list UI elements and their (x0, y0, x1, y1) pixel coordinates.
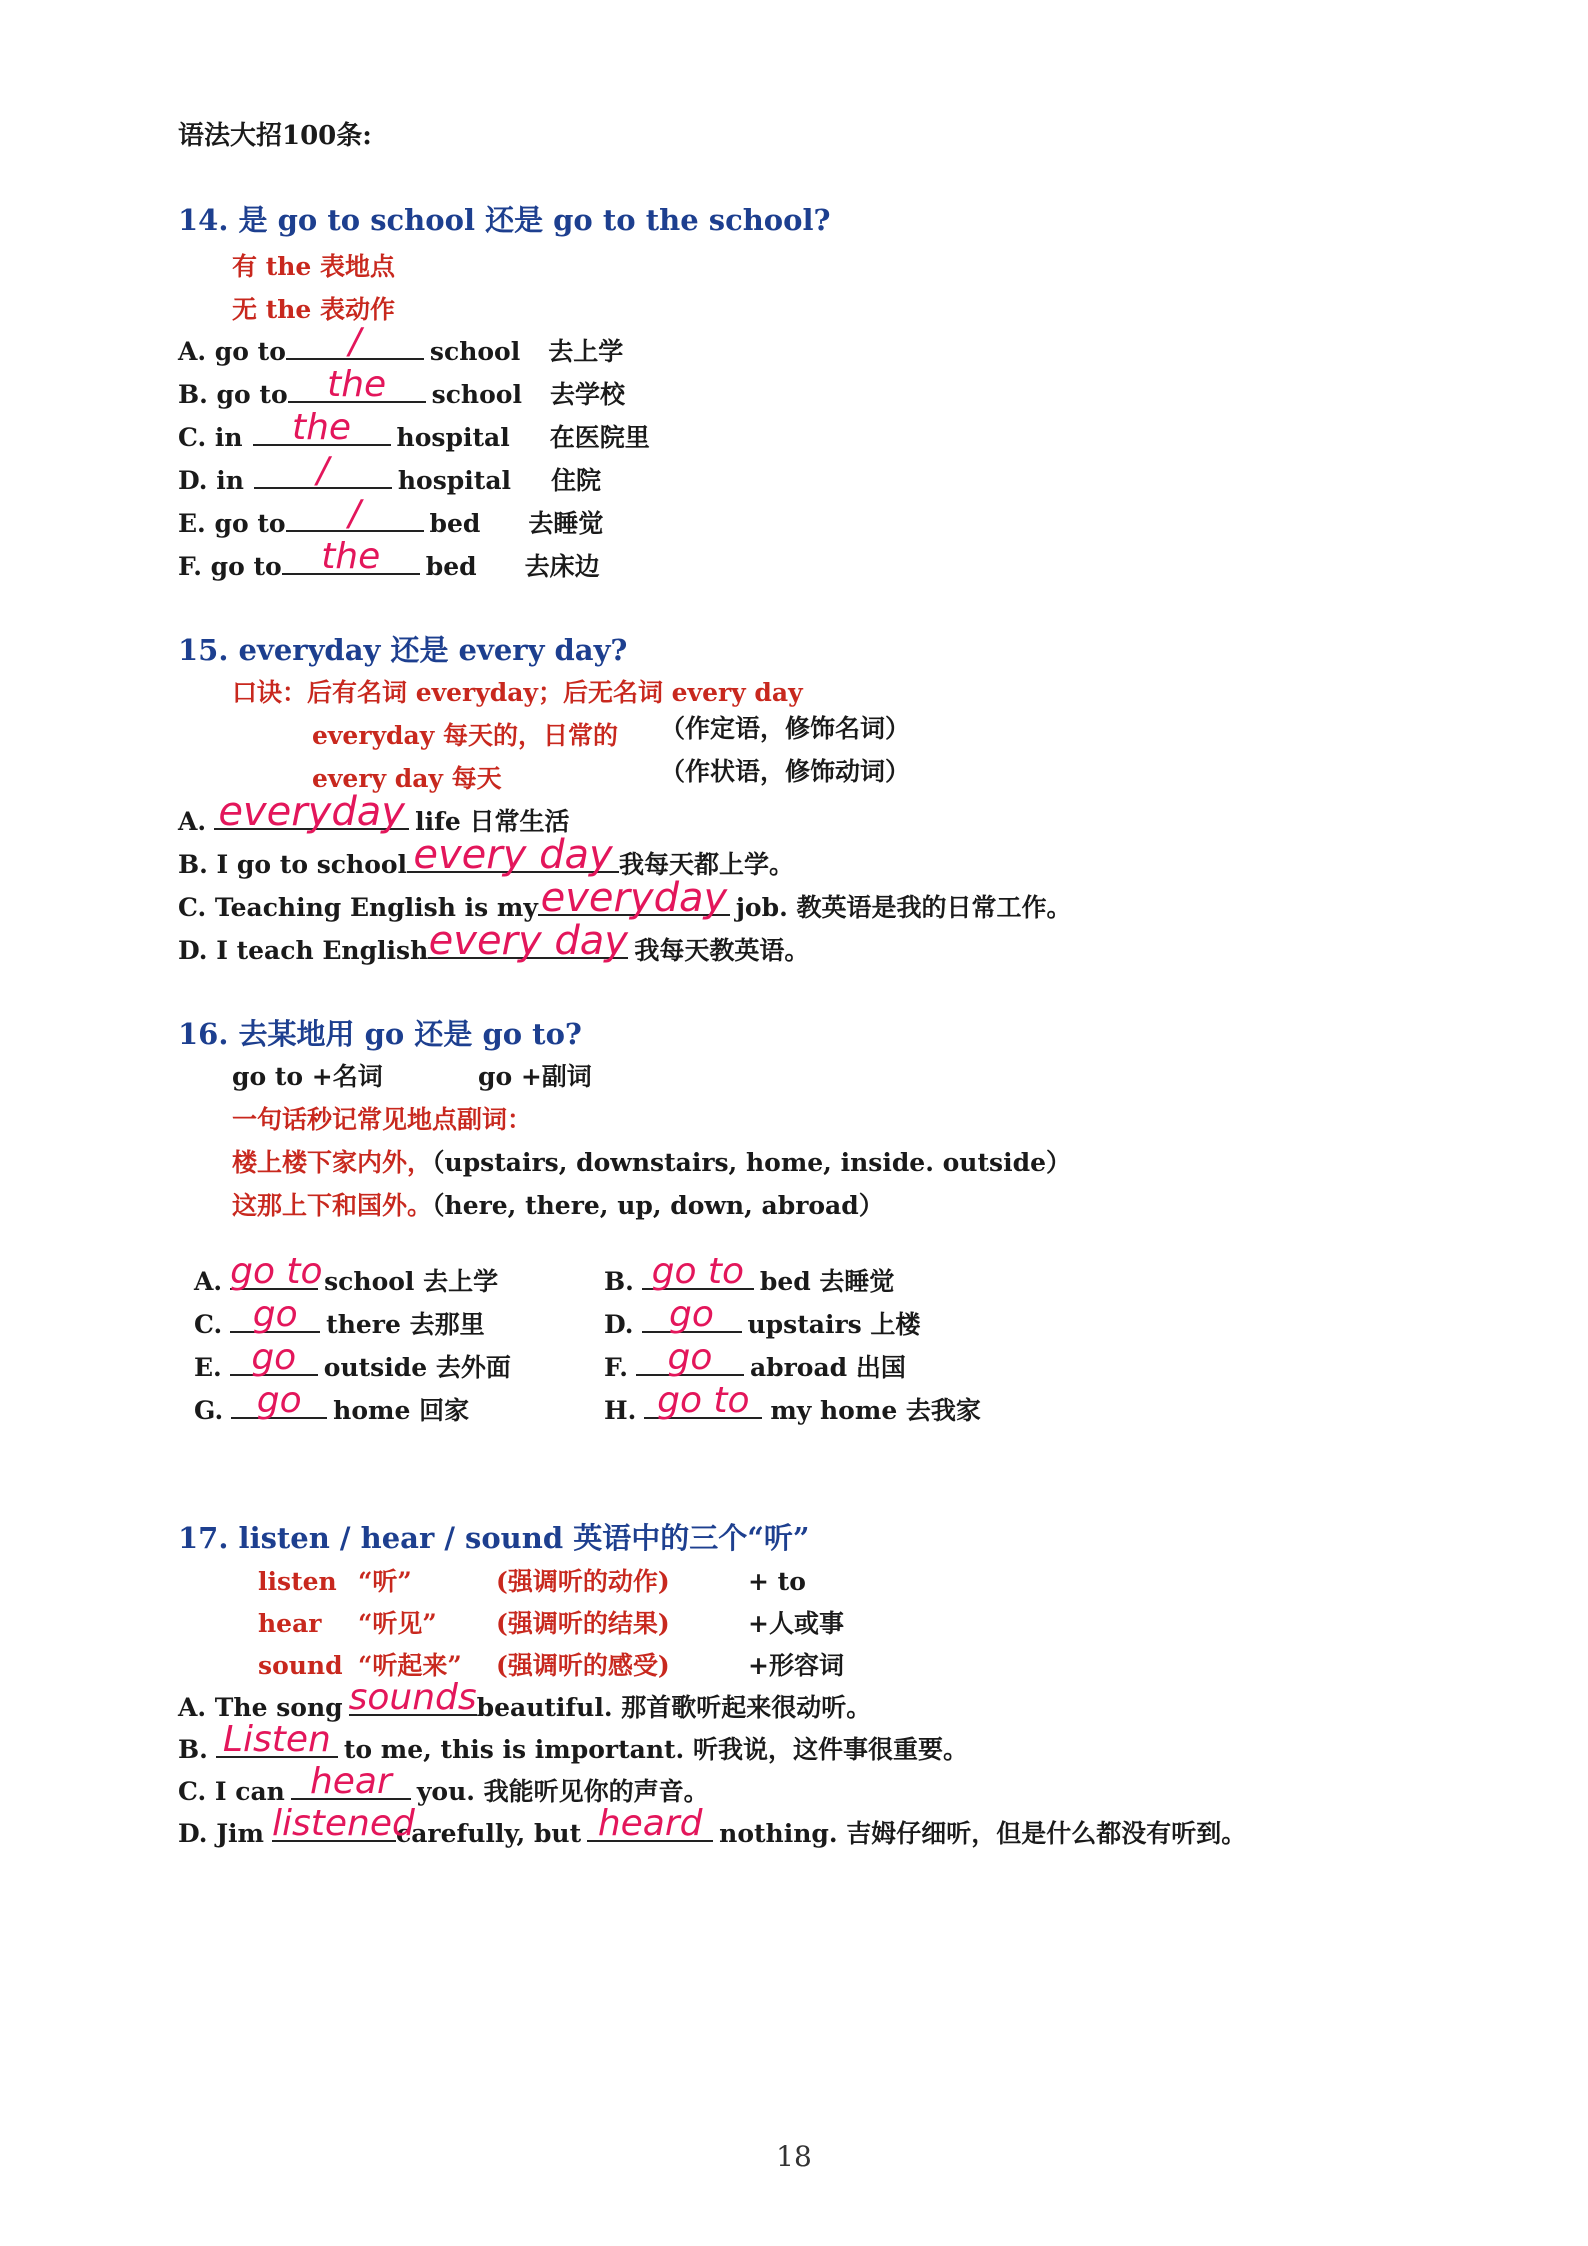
item-translation: 去睡觉 (528, 509, 604, 538)
handwritten-answer: hear (309, 1761, 392, 1802)
adverb-list: （here, there, up, down, abroad） (432, 1191, 884, 1220)
answer-blank (407, 832, 619, 878)
answer-blank (642, 1294, 742, 1335)
item-text: job. 教英语是我的日常工作。 (735, 893, 1072, 922)
handwritten-answer: everyday (540, 875, 728, 921)
handwritten-answer: everyday (218, 789, 405, 835)
s17-row-listen-note: (强调听的动作) (496, 1567, 670, 1596)
item-prefix: F. go to (178, 552, 282, 581)
item-prefix: B. go to (178, 380, 288, 409)
answer-blank (642, 1251, 754, 1292)
s15-def-1-note: （作定语，修饰名词） (660, 714, 911, 743)
answer-blank (282, 536, 420, 577)
handwritten-answer: go (667, 1337, 713, 1378)
item-prefix: C. (194, 1310, 223, 1339)
item-prefix: A. (194, 1267, 223, 1296)
item-prefix: B. (604, 1267, 634, 1296)
item-word: bed (429, 509, 481, 538)
handwritten-answer: go to (230, 1251, 323, 1292)
item-translation: 住院 (551, 466, 602, 495)
s15-tip: 口诀：后有名词 everyday；后无名词 every day (232, 678, 803, 707)
s14-item-b (178, 364, 625, 411)
answer-blank (538, 875, 730, 921)
mnemonic-text: 这那上下和国外。 (232, 1191, 433, 1220)
handwritten-answer: sounds (348, 1677, 477, 1718)
item-translation: 在医院里 (549, 423, 650, 452)
item-translation: 去学校 (549, 380, 625, 409)
s14-item-d (178, 450, 602, 497)
item-prefix: D. I teach English (178, 936, 429, 965)
item-prefix: H. (604, 1396, 637, 1425)
s15-def-2-note: （作状语，修饰动词） (660, 757, 911, 786)
s17-row-listen-cn: “听” (358, 1567, 412, 1596)
s16-item-e (194, 1337, 511, 1384)
s14-rule-1: 有 the 表地点 (232, 252, 396, 281)
answer-blank (230, 1294, 320, 1335)
s16-line-1 (232, 1147, 1071, 1179)
s17-row-hear-word: hear (258, 1609, 322, 1638)
handwritten-answer: every day (413, 832, 613, 878)
item-prefix: C. Teaching English is my (178, 893, 538, 922)
section-17-heading: 17. listen / hear / sound 英语中的三个“听” (178, 1521, 810, 1555)
item-prefix: D. Jim (178, 1819, 264, 1848)
handwritten-answer: the (321, 536, 381, 577)
answer-blank (644, 1380, 762, 1421)
item-prefix: D. (604, 1310, 634, 1339)
section-14-heading: 14. 是 go to school 还是 go to the school? (178, 203, 831, 237)
item-prefix: A. (178, 807, 207, 836)
item-word: hospital (397, 466, 512, 495)
handwritten-answer: Listen (222, 1719, 331, 1760)
item-text: carefully, but (395, 1819, 582, 1848)
mnemonic-text: 楼上楼下家内外， (232, 1148, 433, 1177)
answer-blank (636, 1337, 744, 1378)
item-text: my home 去我家 (770, 1396, 981, 1425)
s16-rule-a: go to +名词 (232, 1062, 383, 1091)
s17-row-listen-use: + to (748, 1567, 806, 1596)
item-text: school 去上学 (324, 1267, 499, 1296)
handwritten-answer: / (316, 450, 329, 491)
s15-def-2: every day 每天 (312, 764, 502, 793)
s17-row-hear-use: +人或事 (748, 1609, 844, 1638)
item-prefix: E. (194, 1353, 222, 1382)
item-text: beautiful. 那首歌听起来很动听。 (476, 1693, 872, 1722)
s14-item-f (178, 536, 600, 583)
answer-blank (587, 1803, 713, 1844)
s16-item-g (194, 1380, 470, 1427)
s15-item-d (178, 918, 810, 967)
item-text: nothing. 吉姆仔细听，但是什么都没有听到。 (719, 1819, 1247, 1848)
section-16-heading: 16. 去某地用 go 还是 go to? (178, 1017, 582, 1051)
s16-item-h (604, 1380, 981, 1427)
s17-item-d (178, 1803, 1247, 1850)
item-word: school (429, 337, 521, 366)
item-text: 我每天都上学。 (619, 850, 795, 879)
item-text: to me, this is important. 听我说，这件事很重要。 (343, 1735, 968, 1764)
s17-row-listen-word: listen (258, 1567, 337, 1596)
item-prefix: A. The song (178, 1693, 343, 1722)
item-prefix: G. (194, 1396, 224, 1425)
answer-blank (288, 364, 426, 405)
answer-blank (214, 789, 409, 835)
handwritten-answer: go (256, 1380, 302, 1421)
handwritten-answer: go to (657, 1380, 750, 1421)
item-text: life 日常生活 (415, 807, 570, 836)
s17-row-hear-cn: “听见” (358, 1609, 437, 1638)
item-text: home 回家 (333, 1396, 470, 1425)
s16-item-d (604, 1294, 921, 1341)
s14-item-a (178, 321, 624, 368)
answer-blank (216, 1719, 338, 1760)
handwritten-answer: go (669, 1294, 714, 1335)
item-prefix: A. go to (178, 337, 286, 366)
handwritten-answer: every day (428, 918, 628, 964)
item-prefix: C. in (178, 423, 243, 452)
item-text: there 去那里 (326, 1310, 485, 1339)
item-text: outside 去外面 (323, 1353, 511, 1382)
s16-rule-b: go +副词 (478, 1062, 592, 1091)
s16-item-c (194, 1294, 485, 1341)
s17-row-sound-word: sound (258, 1651, 343, 1680)
answer-blank (286, 321, 424, 362)
handwritten-answer: the (292, 407, 352, 448)
s15-def-1: everyday 每天的，日常的 (312, 721, 618, 750)
adverb-list: （upstairs, downstairs, home, inside. outside） (432, 1148, 1071, 1177)
item-text: upstairs 上楼 (747, 1310, 921, 1339)
item-word: hospital (396, 423, 510, 452)
s16-tip: 一句话秒记常见地点副词： (232, 1105, 533, 1134)
s17-row-sound-use: +形容词 (748, 1651, 844, 1680)
handwritten-answer: / (348, 321, 361, 362)
answer-blank (291, 1761, 411, 1802)
section-15-heading: 15. everyday 还是 every day? (178, 633, 628, 667)
handwritten-answer: the (327, 364, 387, 405)
s16-item-b (604, 1251, 895, 1298)
handwritten-answer: go (252, 1294, 298, 1335)
handwritten-answer: / (348, 493, 361, 534)
item-prefix: B. (178, 1735, 208, 1764)
page-number: 18 (776, 2140, 812, 2173)
answer-blank (286, 493, 424, 534)
item-text: bed 去睡觉 (759, 1267, 895, 1296)
answer-blank (253, 407, 391, 448)
s14-item-c (178, 407, 650, 454)
item-translation: 去上学 (548, 337, 624, 366)
answer-blank (230, 1251, 323, 1292)
handwritten-answer: heard (597, 1803, 703, 1844)
item-prefix: D. in (178, 466, 244, 495)
answer-blank (231, 1380, 327, 1421)
item-translation: 去床边 (524, 552, 600, 581)
s17-row-sound-note: (强调听的感受) (496, 1651, 670, 1680)
answer-blank (428, 918, 628, 964)
item-text: you. 我能听见你的声音。 (416, 1777, 709, 1806)
item-prefix: C. I can (178, 1777, 285, 1806)
item-word: school (431, 380, 522, 409)
s14-item-e (178, 493, 604, 540)
s16-line-2 (232, 1190, 884, 1222)
s17-row-hear-note: (强调听的结果) (496, 1609, 670, 1638)
s14-rule-2: 无 the 表动作 (232, 295, 396, 324)
handwritten-answer: go to (651, 1251, 745, 1292)
answer-blank (254, 450, 392, 491)
item-prefix: F. (604, 1353, 628, 1382)
answer-blank (230, 1337, 318, 1378)
s16-item-f (604, 1337, 906, 1384)
item-prefix: B. I go to school (178, 850, 408, 879)
page-title: 语法大招100条: (178, 121, 372, 151)
handwritten-answer: go (251, 1337, 297, 1378)
s16-item-a (194, 1251, 499, 1298)
item-word: bed (425, 552, 477, 581)
item-text: abroad 出国 (749, 1353, 906, 1382)
s17-row-sound-cn: “听起来” (358, 1651, 462, 1680)
item-prefix: E. go to (178, 509, 286, 538)
answer-blank (348, 1677, 477, 1718)
handwritten-answer: listened (271, 1803, 415, 1844)
answer-blank (271, 1803, 415, 1844)
item-text: 我每天教英语。 (634, 936, 810, 965)
